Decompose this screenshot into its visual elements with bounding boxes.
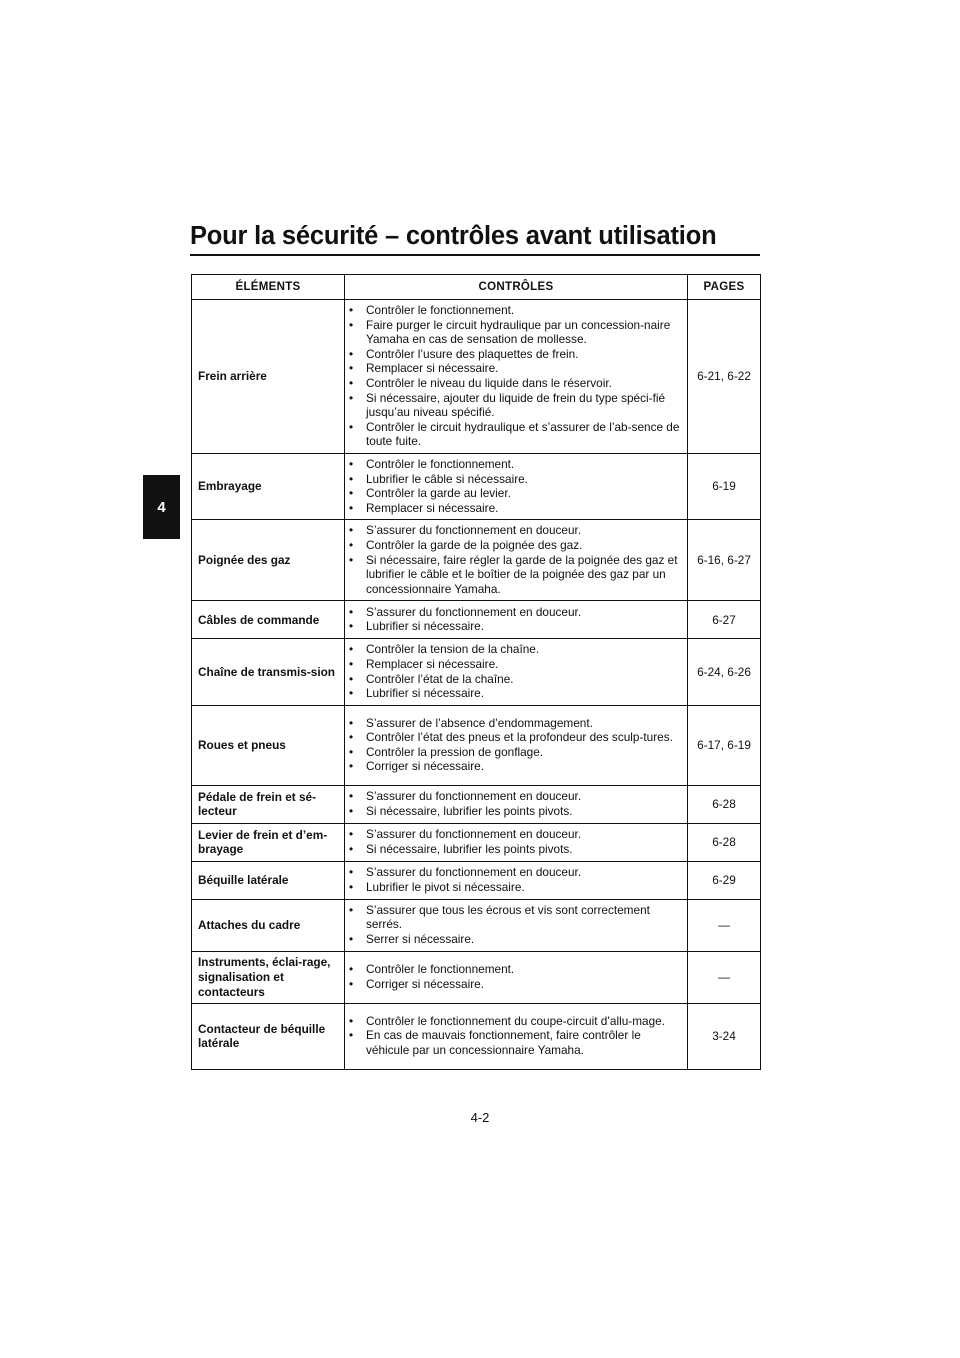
checks-cell (345, 785, 688, 823)
bullet-icon: • (349, 1013, 354, 1028)
table-row (192, 520, 761, 601)
pages-cell: 6-28 (688, 785, 761, 823)
check-item: • Contrôler le fonctionnement. (349, 303, 515, 318)
bullet-icon: • (349, 1028, 354, 1043)
bullet-icon: • (349, 962, 354, 977)
check-item: • Faire purger le circuit hydraulique par un concession-naire Yamaha en cas de sensation de mollesse. (349, 317, 671, 347)
pages-cell: 3-24 (688, 1003, 761, 1069)
check-item: • Serrer si nécessaire. (349, 932, 475, 947)
check-item: • Contrôler l’état des pneus et la profondeur des sculp-tures. (349, 730, 673, 745)
page-number: 4-2 (470, 1110, 490, 1125)
item-cell: Poignée des gaz (192, 520, 345, 601)
bullet-icon: • (349, 841, 354, 856)
checks-list (349, 1014, 683, 1058)
check-item: • S’assurer de l’absence d’endommagement. (349, 715, 593, 730)
check-item: • S’assurer du fonctionnement en douceur. (349, 523, 582, 538)
pages-cell: 6-24, 6-26 (688, 639, 761, 705)
title-rule (190, 254, 760, 256)
check-item: • Si nécessaire, ajouter du liquide de frein du type spéci-fié jusqu’au niveau spécifié. (349, 390, 666, 420)
table-row (192, 861, 761, 899)
check-item: • Contrôler la garde au levier. (349, 486, 511, 501)
check-item: • Contrôler le fonctionnement du coupe-circuit d’allu-mage. (349, 1013, 666, 1028)
item-cell: Embrayage (192, 454, 345, 520)
item-cell: Levier de frein et d’em-brayage (192, 823, 345, 861)
pages-cell: 6-27 (688, 601, 761, 639)
table-row (192, 705, 761, 785)
pre-ride-checks-table (191, 274, 761, 1070)
check-item: • Si nécessaire, lubrifier les points pivots. (349, 841, 573, 856)
check-item: • Remplacer si nécessaire. (349, 656, 499, 671)
item-cell: Chaîne de transmis-sion (192, 639, 345, 705)
item-cell: Instruments, éclai-rage, signalisation et contacteurs (192, 951, 345, 1003)
checks-cell (345, 861, 688, 899)
bullet-icon: • (349, 317, 354, 332)
check-item: • S’assurer du fonctionnement en douceur. (349, 789, 582, 804)
table-row (192, 951, 761, 1003)
checks-cell (345, 823, 688, 861)
checks-cell (345, 639, 688, 705)
checks-list (349, 903, 683, 947)
item-cell: Câbles de commande (192, 601, 345, 639)
bullet-icon: • (349, 457, 354, 471)
item-cell: Frein arrière (192, 300, 345, 454)
bullet-icon: • (349, 827, 354, 842)
check-item: • Si nécessaire, faire régler la garde de la poignée des gaz et lubrifier le câble et le boîtier de la poignée des gaz par un concessionnaire Yamaha. (349, 552, 678, 596)
bullet-icon: • (349, 976, 354, 991)
bullet-icon: • (349, 390, 354, 405)
bullet-icon: • (349, 486, 354, 501)
bullet-icon: • (349, 686, 354, 701)
bullet-icon: • (349, 537, 354, 552)
check-item: • Si nécessaire, lubrifier les points pivots. (349, 803, 573, 818)
table-row (192, 785, 761, 823)
item-cell: Béquille latérale (192, 861, 345, 899)
checks-cell (345, 951, 688, 1003)
checks-list (349, 642, 683, 700)
bullet-icon: • (349, 744, 354, 759)
table-row (192, 601, 761, 639)
bullet-icon: • (349, 789, 354, 804)
table-row (192, 300, 761, 454)
check-item: • En cas de mauvais fonctionnement, faire contrôler le véhicule par un concessionnaire Yamaha. (349, 1028, 641, 1058)
check-item: • Contrôler le fonctionnement. (349, 457, 515, 471)
check-item: • Contrôler la tension de la chaîne. (349, 642, 540, 657)
checks-list (349, 827, 683, 856)
pages-cell: 6-21, 6-22 (688, 300, 761, 454)
bullet-icon: • (349, 552, 354, 567)
pages-cell: — (688, 951, 761, 1003)
check-item: • Lubrifier le pivot si nécessaire. (349, 879, 525, 894)
item-cell: Contacteur de béquille latérale (192, 1003, 345, 1069)
check-item: • Contrôler le niveau du liquide dans le réservoir. (349, 376, 612, 390)
checks-cell (345, 899, 688, 951)
bullet-icon: • (349, 376, 354, 390)
check-item: • Corriger si nécessaire. (349, 976, 485, 991)
check-item: • Contrôler la garde de la poignée des gaz. (349, 537, 583, 552)
checks-list (349, 962, 683, 991)
table-row (192, 899, 761, 951)
pages-cell: 6-29 (688, 861, 761, 899)
bullet-icon: • (349, 715, 354, 730)
bullet-icon: • (349, 619, 354, 634)
check-item: • Lubrifier si nécessaire. (349, 686, 485, 701)
bullet-icon: • (349, 879, 354, 894)
check-item: • Contrôler l’état de la chaîne. (349, 671, 514, 686)
checks-list (349, 716, 683, 774)
check-item: • S’assurer que tous les écrous et vis sont correctement serrés. (349, 902, 650, 932)
header-checks: CONTRÔLES (345, 275, 688, 300)
item-cell: Roues et pneus (192, 705, 345, 785)
checks-list (349, 789, 683, 818)
checks-list (349, 605, 683, 634)
check-item: • S’assurer du fonctionnement en douceur. (349, 604, 582, 619)
checks-list (349, 523, 683, 596)
check-item: • S’assurer du fonctionnement en douceur. (349, 827, 582, 842)
bullet-icon: • (349, 523, 354, 538)
checks-list (349, 865, 683, 894)
checks-cell (345, 454, 688, 520)
check-item: • Contrôler le fonctionnement. (349, 962, 515, 977)
table-row (192, 823, 761, 861)
table-row (192, 639, 761, 705)
check-item: • Remplacer si nécessaire. (349, 361, 499, 376)
checks-list (349, 303, 683, 449)
table-header-row (192, 275, 761, 300)
pages-cell: 6-17, 6-19 (688, 705, 761, 785)
check-item: • Contrôler le circuit hydraulique et s’assurer de l’ab-sence de toute fuite. (349, 419, 680, 449)
bullet-icon: • (349, 500, 354, 515)
bullet-icon: • (349, 642, 354, 657)
bullet-icon: • (349, 932, 354, 947)
item-cell: Pédale de frein et sé-lecteur (192, 785, 345, 823)
bullet-icon: • (349, 865, 354, 880)
bullet-icon: • (349, 346, 354, 361)
pages-cell: 6-16, 6-27 (688, 520, 761, 601)
bullet-icon: • (349, 471, 354, 486)
check-item: • S’assurer du fonctionnement en douceur. (349, 865, 582, 880)
pages-cell: 6-19 (688, 454, 761, 520)
table-row (192, 1003, 761, 1069)
pages-cell: 6-28 (688, 823, 761, 861)
check-item: • Remplacer si nécessaire. (349, 500, 499, 515)
checks-cell (345, 601, 688, 639)
bullet-icon: • (349, 902, 354, 917)
chapter-tab: 4 (143, 475, 180, 539)
header-pages: PAGES (688, 275, 761, 300)
checks-list (349, 457, 683, 515)
bullet-icon: • (349, 656, 354, 671)
check-item: • Contrôler l’usure des plaquettes de frein. (349, 346, 579, 361)
header-items: ÉLÉMENTS (192, 275, 345, 300)
bullet-icon: • (349, 803, 354, 818)
check-item: • Contrôler la pression de gonflage. (349, 744, 544, 759)
check-item: • Corriger si nécessaire. (349, 759, 485, 774)
bullet-icon: • (349, 759, 354, 774)
checks-cell (345, 300, 688, 454)
checks-cell (345, 520, 688, 601)
bullet-icon: • (349, 361, 354, 376)
item-cell: Attaches du cadre (192, 899, 345, 951)
check-item: • Lubrifier si nécessaire. (349, 619, 485, 634)
page-title: Pour la sécurité – contrôles avant utilisation (190, 222, 717, 250)
bullet-icon: • (349, 604, 354, 619)
bullet-icon: • (349, 671, 354, 686)
check-item: • Lubrifier le câble si nécessaire. (349, 471, 528, 486)
checks-cell (345, 705, 688, 785)
bullet-icon: • (349, 419, 354, 434)
pages-cell: — (688, 899, 761, 951)
checks-cell (345, 1003, 688, 1069)
bullet-icon: • (349, 303, 354, 318)
table-row (192, 454, 761, 520)
bullet-icon: • (349, 730, 354, 745)
